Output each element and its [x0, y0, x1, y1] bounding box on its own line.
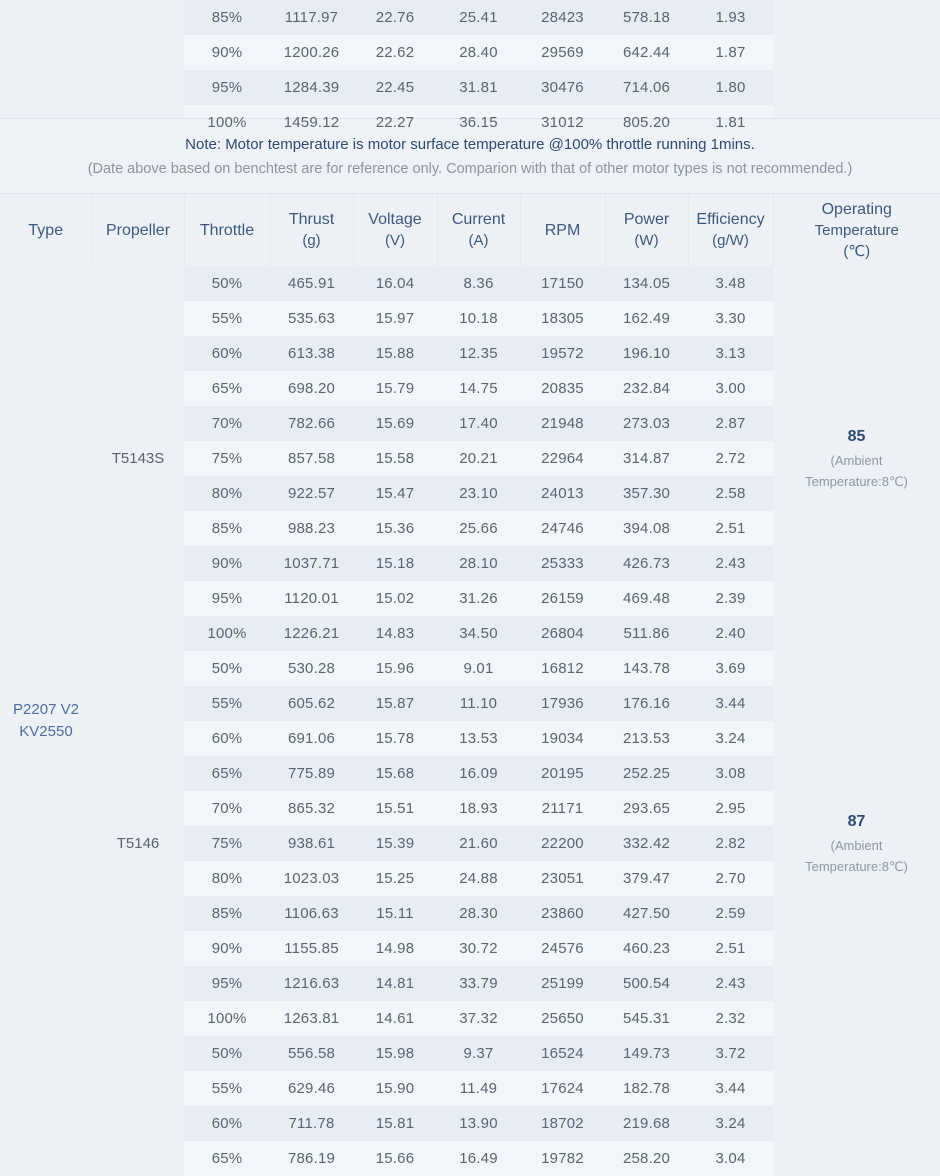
cell-thrust: 988.23	[270, 511, 353, 546]
cell-efficiency: 1.87	[688, 35, 773, 70]
cell-throttle: 50%	[184, 1036, 270, 1071]
cell-current: 17.40	[437, 406, 520, 441]
cell-throttle: 70%	[184, 406, 270, 441]
cell-throttle: 70%	[184, 791, 270, 826]
cell-voltage: 22.76	[353, 0, 437, 35]
cell-power: 149.73	[605, 1036, 688, 1071]
cell-efficiency: 3.24	[688, 1106, 773, 1141]
column-header-optemp-line1: Operating	[822, 201, 892, 218]
cell-voltage: 15.02	[353, 581, 437, 616]
column-header-thrust	[270, 194, 353, 266]
cell-throttle: 65%	[184, 756, 270, 791]
cell-thrust: 1226.21	[270, 616, 353, 651]
column-header-efficiency	[688, 194, 773, 266]
cell-power: 714.06	[605, 70, 688, 105]
cell-current: 37.32	[437, 1001, 520, 1036]
cell-throttle: 80%	[184, 476, 270, 511]
cell-thrust: 1216.63	[270, 966, 353, 1001]
cell-propeller	[92, 70, 184, 105]
cell-voltage: 15.66	[353, 1141, 437, 1176]
cell-voltage: 15.68	[353, 756, 437, 791]
header-row	[0, 194, 940, 266]
cell-rpm: 18702	[520, 1106, 605, 1141]
cell-throttle: 80%	[184, 861, 270, 896]
cell-throttle: 60%	[184, 1106, 270, 1141]
table-row	[0, 0, 940, 35]
cell-thrust: 1284.39	[270, 70, 353, 105]
column-header-power-label: Power	[624, 211, 669, 228]
cell-current: 36.15	[437, 105, 520, 140]
column-header-current-unit: (A)	[438, 230, 520, 251]
cell-efficiency: 1.93	[688, 0, 773, 35]
cell-thrust: 782.66	[270, 406, 353, 441]
cell-throttle: 85%	[184, 0, 270, 35]
cell-throttle: 75%	[184, 826, 270, 861]
cell-efficiency: 3.00	[688, 371, 773, 406]
cell-propeller	[92, 1036, 184, 1176]
cell-power: 460.23	[605, 931, 688, 966]
cell-efficiency: 3.48	[688, 266, 773, 301]
cell-throttle: 90%	[184, 35, 270, 70]
cell-rpm: 24576	[520, 931, 605, 966]
cell-rpm: 31012	[520, 105, 605, 140]
cell-operating-temperature	[773, 1036, 940, 1176]
cell-throttle: 95%	[184, 966, 270, 1001]
cell-voltage: 14.98	[353, 931, 437, 966]
cell-operating-temperature	[773, 70, 940, 105]
cell-efficiency: 3.24	[688, 721, 773, 756]
cell-efficiency: 3.72	[688, 1036, 773, 1071]
cell-power: 232.84	[605, 371, 688, 406]
previous-table-continuation	[0, 0, 940, 118]
table-header	[0, 194, 940, 266]
cell-throttle: 85%	[184, 511, 270, 546]
cell-power: 196.10	[605, 336, 688, 371]
cell-efficiency: 1.81	[688, 105, 773, 140]
cell-throttle: 90%	[184, 931, 270, 966]
cell-rpm: 18305	[520, 301, 605, 336]
cell-power: 293.65	[605, 791, 688, 826]
cell-power: 213.53	[605, 721, 688, 756]
cell-power: 500.54	[605, 966, 688, 1001]
cell-rpm: 16812	[520, 651, 605, 686]
cell-thrust: 786.19	[270, 1141, 353, 1176]
cell-throttle: 65%	[184, 1141, 270, 1176]
cell-current: 25.66	[437, 511, 520, 546]
note-secondary-line: (Date above based on benchtest are for reference only. Comparion with that of other motor types is not recommended.)	[0, 157, 940, 181]
ambient-temperature-line2: Temperature:8℃)	[773, 471, 940, 492]
cell-efficiency: 2.87	[688, 406, 773, 441]
cell-throttle: 55%	[184, 301, 270, 336]
cell-throttle: 55%	[184, 1071, 270, 1106]
cell-thrust: 1117.97	[270, 0, 353, 35]
cell-current: 16.09	[437, 756, 520, 791]
cell-current: 11.49	[437, 1071, 520, 1106]
cell-voltage: 15.78	[353, 721, 437, 756]
cell-efficiency: 3.30	[688, 301, 773, 336]
cell-voltage: 22.45	[353, 70, 437, 105]
cell-power: 252.25	[605, 756, 688, 791]
table-row	[0, 70, 940, 105]
cell-thrust: 613.38	[270, 336, 353, 371]
cell-thrust: 629.46	[270, 1071, 353, 1106]
cell-power: 162.49	[605, 301, 688, 336]
cell-type	[0, 35, 92, 70]
cell-voltage: 15.25	[353, 861, 437, 896]
cell-operating-temperature	[773, 651, 940, 1036]
ambient-temperature-line2: Temperature:8℃)	[773, 856, 940, 877]
cell-throttle: 60%	[184, 721, 270, 756]
cell-current: 10.18	[437, 301, 520, 336]
cell-efficiency: 3.69	[688, 651, 773, 686]
cell-rpm: 23860	[520, 896, 605, 931]
cell-voltage: 15.69	[353, 406, 437, 441]
cell-rpm: 30476	[520, 70, 605, 105]
column-header-efficiency-label: Efficiency	[696, 211, 764, 228]
cell-thrust: 556.58	[270, 1036, 353, 1071]
cell-operating-temperature	[773, 266, 940, 651]
cell-throttle: 65%	[184, 371, 270, 406]
ambient-temperature-line1: (Ambient	[773, 450, 940, 471]
cell-current: 34.50	[437, 616, 520, 651]
cell-current: 18.93	[437, 791, 520, 826]
cell-voltage: 15.11	[353, 896, 437, 931]
column-header-thrust-unit: (g)	[271, 230, 353, 251]
cell-thrust: 1263.81	[270, 1001, 353, 1036]
cell-power: 134.05	[605, 266, 688, 301]
table-body	[0, 266, 940, 1176]
cell-current: 9.01	[437, 651, 520, 686]
cell-current: 21.60	[437, 826, 520, 861]
column-header-propeller: Propeller	[92, 194, 184, 266]
cell-voltage: 15.58	[353, 441, 437, 476]
cell-current: 33.79	[437, 966, 520, 1001]
column-header-operating-temperature	[773, 194, 940, 266]
cell-thrust: 691.06	[270, 721, 353, 756]
cell-type	[0, 0, 92, 35]
cell-rpm: 24746	[520, 511, 605, 546]
cell-rpm: 26159	[520, 581, 605, 616]
cell-power: 511.86	[605, 616, 688, 651]
cell-power: 805.20	[605, 105, 688, 140]
cell-efficiency: 2.32	[688, 1001, 773, 1036]
note-primary-line: Note: Motor temperature is motor surface temperature @100% throttle running 1mins.	[0, 133, 940, 157]
cell-current: 9.37	[437, 1036, 520, 1071]
cell-power: 314.87	[605, 441, 688, 476]
cell-voltage: 15.98	[353, 1036, 437, 1071]
column-header-thrust-label: Thrust	[289, 211, 334, 228]
column-header-power-unit: (W)	[606, 230, 688, 251]
cell-voltage: 15.81	[353, 1106, 437, 1141]
table-row	[0, 1036, 940, 1071]
operating-temperature-value: 85	[773, 426, 940, 447]
cell-current: 13.53	[437, 721, 520, 756]
cell-power: 469.48	[605, 581, 688, 616]
column-header-optemp-line2: Temperature	[774, 220, 940, 241]
cell-efficiency: 2.40	[688, 616, 773, 651]
cell-efficiency: 2.82	[688, 826, 773, 861]
ambient-temperature-line1: (Ambient	[773, 835, 940, 856]
cell-operating-temperature	[773, 0, 940, 35]
cell-current: 11.10	[437, 686, 520, 721]
cell-power: 182.78	[605, 1071, 688, 1106]
cell-efficiency: 1.80	[688, 70, 773, 105]
cell-efficiency: 3.44	[688, 686, 773, 721]
cell-throttle: 100%	[184, 616, 270, 651]
cell-current: 28.30	[437, 896, 520, 931]
cell-efficiency: 3.13	[688, 336, 773, 371]
cell-power: 394.08	[605, 511, 688, 546]
cell-current: 31.81	[437, 70, 520, 105]
column-header-current	[437, 194, 520, 266]
cell-power: 545.31	[605, 1001, 688, 1036]
table-row	[0, 35, 940, 70]
cell-efficiency: 2.72	[688, 441, 773, 476]
column-header-voltage-label: Voltage	[368, 211, 421, 228]
column-header-power	[605, 194, 688, 266]
cell-power: 357.30	[605, 476, 688, 511]
cell-power: 258.20	[605, 1141, 688, 1176]
cell-voltage: 15.18	[353, 546, 437, 581]
cell-thrust: 530.28	[270, 651, 353, 686]
cell-power: 273.03	[605, 406, 688, 441]
cell-efficiency: 3.04	[688, 1141, 773, 1176]
cell-voltage: 14.81	[353, 966, 437, 1001]
cell-throttle: 90%	[184, 546, 270, 581]
cell-rpm: 22964	[520, 441, 605, 476]
cell-thrust: 1023.03	[270, 861, 353, 896]
cell-rpm: 24013	[520, 476, 605, 511]
cell-current: 16.49	[437, 1141, 520, 1176]
cell-current: 28.40	[437, 35, 520, 70]
cell-thrust: 865.32	[270, 791, 353, 826]
motor-benchtest-table	[0, 194, 940, 1176]
cell-voltage: 15.90	[353, 1071, 437, 1106]
cell-current: 12.35	[437, 336, 520, 371]
motor-type-line1: P2207 V2	[13, 701, 79, 718]
cell-rpm: 16524	[520, 1036, 605, 1071]
cell-voltage: 22.62	[353, 35, 437, 70]
cell-propeller	[92, 0, 184, 35]
cell-throttle: 100%	[184, 105, 270, 140]
cell-rpm: 19034	[520, 721, 605, 756]
cell-current: 13.90	[437, 1106, 520, 1141]
cell-power: 176.16	[605, 686, 688, 721]
cell-thrust: 922.57	[270, 476, 353, 511]
cell-efficiency: 2.70	[688, 861, 773, 896]
cell-thrust: 711.78	[270, 1106, 353, 1141]
cell-thrust: 465.91	[270, 266, 353, 301]
cell-power: 426.73	[605, 546, 688, 581]
cell-voltage: 15.36	[353, 511, 437, 546]
cell-rpm: 26804	[520, 616, 605, 651]
cell-rpm: 29569	[520, 35, 605, 70]
cell-voltage: 16.04	[353, 266, 437, 301]
column-header-type: Type	[0, 194, 92, 266]
cell-efficiency: 3.44	[688, 1071, 773, 1106]
cell-rpm: 20195	[520, 756, 605, 791]
cell-rpm: 22200	[520, 826, 605, 861]
column-header-voltage-unit: (V)	[354, 230, 437, 251]
cell-propeller: T5143S	[92, 266, 184, 651]
cell-power: 143.78	[605, 651, 688, 686]
cell-power: 578.18	[605, 0, 688, 35]
cell-rpm: 28423	[520, 0, 605, 35]
cell-voltage: 15.96	[353, 651, 437, 686]
cell-thrust: 775.89	[270, 756, 353, 791]
cell-rpm: 21171	[520, 791, 605, 826]
motor-type-line2: KV2550	[19, 723, 72, 740]
cell-rpm: 17624	[520, 1071, 605, 1106]
cell-power: 219.68	[605, 1106, 688, 1141]
column-header-throttle: Throttle	[184, 194, 270, 266]
cell-throttle: 95%	[184, 70, 270, 105]
column-header-voltage	[353, 194, 437, 266]
cell-voltage: 14.83	[353, 616, 437, 651]
cell-rpm: 23051	[520, 861, 605, 896]
cell-current: 30.72	[437, 931, 520, 966]
cell-rpm: 19572	[520, 336, 605, 371]
cell-throttle: 100%	[184, 1001, 270, 1036]
cell-efficiency: 2.43	[688, 546, 773, 581]
cell-current: 23.10	[437, 476, 520, 511]
cell-voltage: 15.97	[353, 301, 437, 336]
cell-voltage: 15.79	[353, 371, 437, 406]
cell-type	[0, 70, 92, 105]
cell-propeller: T5146	[92, 651, 184, 1036]
cell-rpm: 19782	[520, 1141, 605, 1176]
cell-throttle: 85%	[184, 896, 270, 931]
column-header-efficiency-unit: (g/W)	[689, 230, 773, 251]
cell-current: 28.10	[437, 546, 520, 581]
cell-voltage: 15.51	[353, 791, 437, 826]
cell-thrust: 1037.71	[270, 546, 353, 581]
column-header-current-label: Current	[452, 211, 505, 228]
cell-motor-type	[0, 266, 92, 1176]
cell-rpm: 17150	[520, 266, 605, 301]
cell-thrust: 1200.26	[270, 35, 353, 70]
cell-efficiency: 2.51	[688, 931, 773, 966]
cell-throttle: 55%	[184, 686, 270, 721]
cell-voltage: 15.47	[353, 476, 437, 511]
cell-throttle: 50%	[184, 651, 270, 686]
cell-voltage: 22.27	[353, 105, 437, 140]
cell-throttle: 50%	[184, 266, 270, 301]
cell-efficiency: 3.08	[688, 756, 773, 791]
cell-voltage: 14.61	[353, 1001, 437, 1036]
cell-thrust: 857.58	[270, 441, 353, 476]
cell-efficiency: 2.59	[688, 896, 773, 931]
cell-thrust: 1106.63	[270, 896, 353, 931]
cell-rpm: 21948	[520, 406, 605, 441]
cell-throttle: 60%	[184, 336, 270, 371]
column-header-optemp-unit: (℃)	[774, 241, 940, 262]
cell-power: 379.47	[605, 861, 688, 896]
cell-rpm: 20835	[520, 371, 605, 406]
cell-efficiency: 2.58	[688, 476, 773, 511]
cell-rpm: 25650	[520, 1001, 605, 1036]
cell-thrust: 698.20	[270, 371, 353, 406]
cell-rpm: 25333	[520, 546, 605, 581]
cell-power: 642.44	[605, 35, 688, 70]
cell-voltage: 15.39	[353, 826, 437, 861]
cell-efficiency: 2.95	[688, 791, 773, 826]
cell-operating-temperature	[773, 35, 940, 70]
operating-temperature-value: 87	[773, 811, 940, 832]
cell-efficiency: 2.51	[688, 511, 773, 546]
cell-thrust: 1459.12	[270, 105, 353, 140]
cell-throttle: 75%	[184, 441, 270, 476]
column-header-rpm: RPM	[520, 194, 605, 266]
cell-propeller	[92, 35, 184, 70]
cell-throttle: 95%	[184, 581, 270, 616]
cell-efficiency: 2.43	[688, 966, 773, 1001]
cell-current: 14.75	[437, 371, 520, 406]
cell-voltage: 15.88	[353, 336, 437, 371]
cell-power: 427.50	[605, 896, 688, 931]
cell-rpm: 17936	[520, 686, 605, 721]
cell-current: 25.41	[437, 0, 520, 35]
cell-efficiency: 2.39	[688, 581, 773, 616]
table-row	[0, 651, 940, 686]
cell-thrust: 938.61	[270, 826, 353, 861]
cell-power: 332.42	[605, 826, 688, 861]
table-row	[0, 266, 940, 301]
cell-current: 8.36	[437, 266, 520, 301]
cell-current: 20.21	[437, 441, 520, 476]
cell-thrust: 535.63	[270, 301, 353, 336]
cell-voltage: 15.87	[353, 686, 437, 721]
cell-thrust: 1120.01	[270, 581, 353, 616]
cell-current: 31.26	[437, 581, 520, 616]
cell-rpm: 25199	[520, 966, 605, 1001]
cell-current: 24.88	[437, 861, 520, 896]
cell-thrust: 1155.85	[270, 931, 353, 966]
cell-thrust: 605.62	[270, 686, 353, 721]
